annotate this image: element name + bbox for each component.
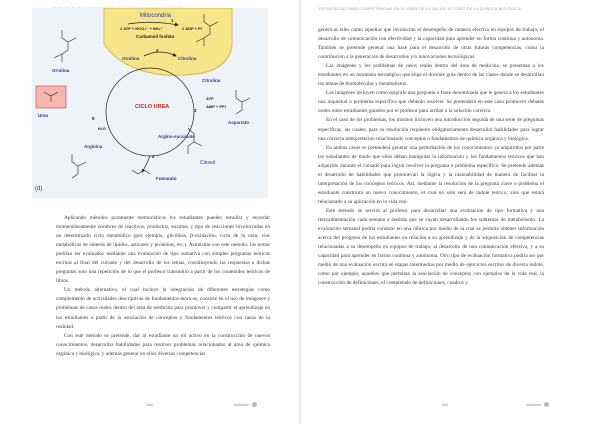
carbamoyl-label: Carbamoil fosfato: [136, 34, 175, 39]
footer-brand-text: inclusión: [526, 402, 542, 407]
urea-label: Urea: [38, 113, 49, 118]
mitochondria-label: Mitocondria: [140, 13, 172, 19]
step-2: 2: [156, 48, 159, 53]
citrulline-right-label: Citrulina: [202, 78, 221, 83]
paragraph: Las imágenes incluyen como epígrafe una pregunta o frase denominada que le genera a los estudiantes una inquietud o problema específico que deberán resolver. Se pretenderá en este caso promover debates orales entre estudiantes guiados por el profesor para arribar a la solución correcta.: [318, 90, 544, 115]
left-body-text: [56, 214, 270, 359]
left-page: [0, 0, 299, 424]
step-5: 5: [92, 116, 95, 121]
right-page: [301, 0, 600, 424]
amp-right-label: AMP + PPi: [206, 104, 226, 109]
paragraph: Aplicando métodos puramente memorísticos los estudiantes pueden estudiar y recordar momentáneamente nombres de reactivos, productos, enzimas y tipo de reacciones involucradas en un determinado ciclo metabólico (por ejemplo, glicólisis, β-oxidación, ciclo de la urea, vías metabólicas de síntesis de lípidos, azúcares y proteínas, etc.). Asimismo con este método, los temas podrían ser evaluados mediante una evaluación de tipo sumativa con simples preguntas teóricas escritas al final del cursado y del desarrollo de los temas, constituyendo las respuestas a dichas preguntas solo una repetición de lo que el profesor transmitió a partir de los contenidos teóricos de libros.: [56, 215, 270, 285]
paragraph: Un método alternativo, el cual incluye la integración de diferentes estrategias como complemento de actividades descriptivas de fundamentos teóricos, consiste en el uso de imágenes y problemas de casos reales dentro del área de medicina para promover y compartir el aprendizaje en los estudiantes a partir de la asociación de conceptos y fundamentos teóricos con casos de la realidad.: [56, 287, 270, 330]
brand-logo-icon: [252, 402, 257, 407]
paragraph: Con este método se pretende, dar al estudiante un rol activo en la construcción de nuevos conocimientos, desarrollar habilidades para resolver problemas relacionados al área de química orgánica y biológica, y además generar en ellos diversas competencias: [56, 332, 270, 357]
argininosuccinate-label: Argino-succinato: [158, 134, 196, 139]
step-4: 4: [152, 154, 155, 159]
footer-brand-text: inclusión: [234, 402, 250, 407]
page-number: 149: [441, 402, 448, 407]
paragraph: genéricas tales como aquellas que involucran el desempeño de manera efectiva en equipos de trabajo, el desarrollo de comunicación con efectividad y la capacidad para aprender en forma continua y autónoma. También se pretende generar una base para el desarrollo de otras futuras competencias, como la contribución a la generación de desarrollos y/o innovaciones tecnológicas.: [318, 27, 544, 61]
step-1: 1: [171, 18, 174, 23]
cytosol-label: Citosol: [200, 160, 216, 166]
page-number: 148: [146, 402, 153, 407]
cycle-title: CICLO UREA: [135, 104, 170, 110]
paragraph: En ambos casos se pretenderá generar una perturbación de los conocimientos ya adquiridos por parte los estudiantes de modo que ellos deban manipular la información y los fundamentos teóricos que han adquirido durante el cursado para lograr resolver la pregunta o problema específico. Se pretende además el desarrollo de habilidades que promuevan la lógica y la razonabilidad de manera de facilitar la interpretación de los conceptos teóricos. Así, mediante la resolución de la pregunta clave o problema el estudiante construirá un nuevo conocimiento, el cual no solo será de índole teórico, sino que estará relacionado a su aplicación en la vida real.: [318, 144, 544, 205]
citrulline-top-label: Citrulina: [178, 56, 197, 61]
aspartate-label: Aspartato: [228, 120, 250, 125]
paragraph: Este método se servirá al profesor para desarrollar una evaluación de tipo formativa y una retroalimentación cada semana a medida que se vayan desarrollando los subtemas de metabolismo. La evaluación semanal podría consistir en una rúbrica por medio de la cual se permita obtener información acerca del progreso de los estudiantes en relación a su aprendizaje y de la adquisición de competencias relacionadas a su desempeño en equipos de trabajo, al desarrollo de una comunicación efectiva, y a su capacidad para aprender en forma continua y autónoma. Otro tipo de evaluación formativa podría ser por medio de una evaluación escrita en etapas intermedias por medio de ejercicios escritos de diversa índole, como por ejemplo, aquellos que permitan la asociación de conceptos con ejemplos de la vida real, la construcción de definiciones, el completado de definiciones, cuadros y: [318, 207, 544, 287]
paragraph: Las imágenes y los problemas de casos reales dentro del área de medicina, se presentan a los estudiantes en un momento estratégico que elige el docente guía dentro de las clases donde se desarrollan los temas de biomoléculas y metabolismo.: [318, 63, 544, 88]
atp-reaction-label: 2 ATP + HCO₃⁻ + NH₄⁺: [120, 26, 163, 31]
urea-cycle-figure: [32, 8, 268, 198]
paragraph: En el caso de los problemas, los mismos incluyen una introducción seguida de una serie de preguntas específicas, las cuales, para su resolución requieren obligatoriamente desarrollar habilidades para lograr una correcta interpretación relacionando conceptos o fundamentos de química orgánica y biológica.: [318, 117, 544, 142]
figure-panel-label: (d): [35, 186, 43, 192]
right-body-text: [318, 26, 544, 288]
running-head: ESTRATEGIAS PARA COMPETENCIAS EN EL ÁREA DE LA SALUD: EL CASO DE LA QUÍMICA BIOLÓGICA: [319, 7, 522, 11]
adp-products-label: 2 ADP + Pi: [182, 26, 202, 31]
footer-brand: [526, 402, 549, 407]
fumarate-label: Fumarato: [156, 176, 177, 181]
footer-brand: [234, 402, 257, 407]
ornithine-mid-label: Ornitina: [122, 56, 140, 61]
step-3: 3: [194, 108, 197, 113]
ornithine-left-label: Ornitina: [52, 68, 70, 73]
arginine-label: Arginina: [84, 144, 103, 149]
brand-logo-icon: [544, 402, 549, 407]
h2o-label: H₂O: [98, 126, 106, 131]
atp-right-label: ATP: [206, 96, 214, 101]
